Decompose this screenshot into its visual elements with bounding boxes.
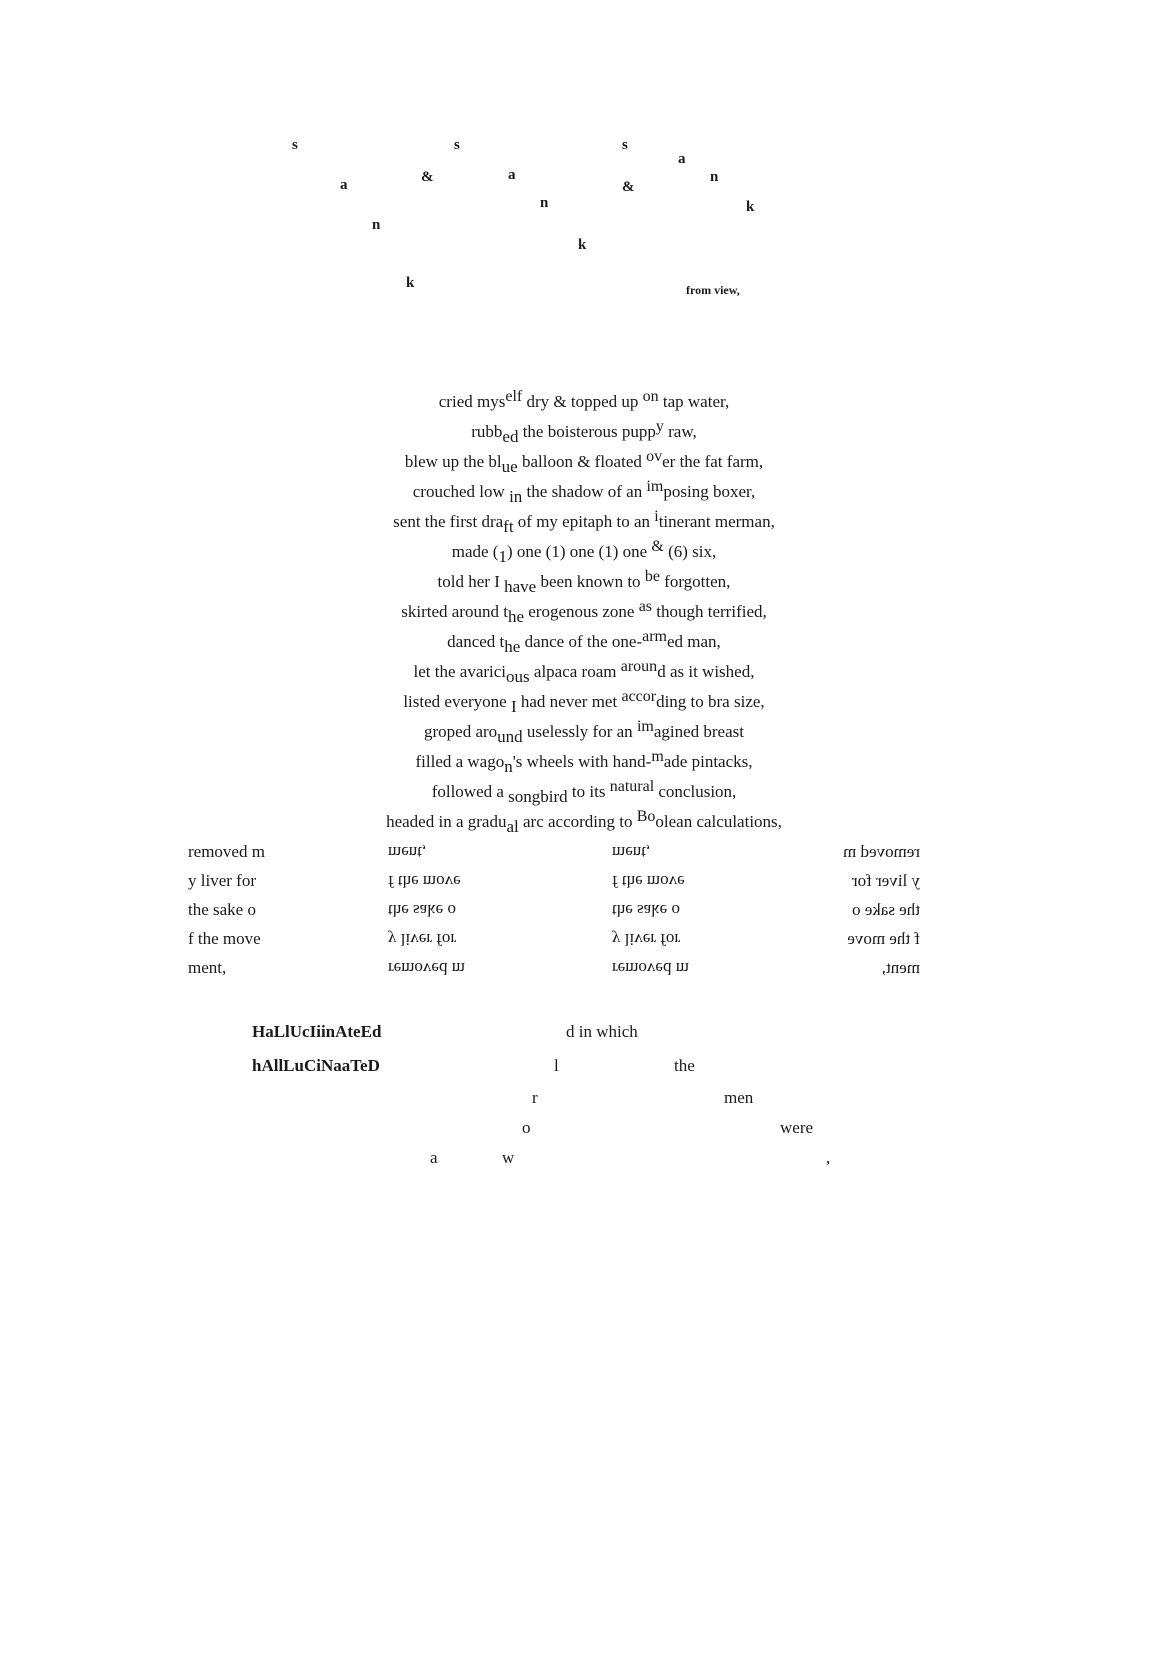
scatter-letter: s xyxy=(292,137,298,153)
poem-fragment: m xyxy=(651,748,664,765)
poem-line xyxy=(0,448,1168,477)
hallucinated-line-1: HaLlUcIiinAteEd xyxy=(252,1022,382,1041)
grid-cell-col2: y liver for xyxy=(388,930,456,949)
w-text: w xyxy=(502,1148,515,1167)
poem-fragment: raw, xyxy=(663,422,697,441)
poem-fragment: blew up the bl xyxy=(404,452,502,471)
were-text: were xyxy=(780,1118,814,1137)
scatter-letter: a xyxy=(340,177,348,193)
poem-fragment: of my epitaph to an xyxy=(513,512,655,531)
poem-fragment: olean calculations, xyxy=(655,812,782,831)
poem-fragment: had never met xyxy=(516,692,622,711)
poem-line xyxy=(0,748,1168,777)
poem-fragment: he xyxy=(507,607,524,626)
poem-fragment: arm xyxy=(642,628,667,645)
poem-fragment: to its xyxy=(567,782,610,801)
grid-cell-col2: f the move xyxy=(388,872,461,891)
poem-fragment: ov xyxy=(646,448,663,465)
poem-fragment: ed xyxy=(502,427,519,446)
poem-line xyxy=(0,778,1168,807)
grid-cell-col1: the sake o xyxy=(188,900,256,919)
poem-line xyxy=(0,388,1168,412)
poem-line xyxy=(0,418,1168,447)
poem-fragment: 1 xyxy=(498,547,507,566)
poem-fragment: balloon & floated xyxy=(517,452,647,471)
scatter-letter: & xyxy=(622,179,635,195)
poem-line xyxy=(0,808,1168,837)
poem-fragment: crouched low xyxy=(412,482,510,501)
poem-fragment: though terrified, xyxy=(652,602,767,621)
poem-line xyxy=(0,718,1168,747)
poem-fragment: cried mys xyxy=(438,392,506,411)
poem-fragment: let the avarici xyxy=(413,662,507,681)
poem-fragment: d as it wished, xyxy=(657,662,755,681)
poem-fragment: im xyxy=(636,718,654,735)
poem-fragment: as xyxy=(638,598,653,615)
poem-fragment: tap water, xyxy=(658,392,730,411)
poem-fragment: in xyxy=(509,487,523,506)
poem-fragment: forgotten, xyxy=(659,572,731,591)
poem-fragment: al xyxy=(506,817,519,836)
scatter-letter: k xyxy=(746,199,755,215)
poem-fragment: listed everyone xyxy=(403,692,511,711)
scatter-letter: n xyxy=(540,195,549,211)
poem-fragment: rubb xyxy=(471,422,503,441)
poem-fragment: aroun xyxy=(620,658,658,675)
poem-fragment: be xyxy=(644,568,660,585)
poem-fragment: skirted around t xyxy=(401,602,508,621)
poem-fragment: ue xyxy=(501,457,518,476)
poem-fragment: filled a wago xyxy=(415,752,505,771)
poem-fragment: told her I xyxy=(437,572,505,591)
poem-fragment: groped aro xyxy=(424,722,498,741)
scatter-letter: k xyxy=(406,275,415,291)
grid-cell-col3: removed m xyxy=(612,959,689,978)
poem-line xyxy=(0,538,1168,567)
poem-fragment: und xyxy=(497,727,523,746)
grid-cell-col4: removed m xyxy=(843,842,920,861)
from-view-text: from view, xyxy=(686,283,740,297)
poem-line xyxy=(0,598,1168,627)
poem-fragment: natural xyxy=(609,778,655,795)
poem-fragment: dance of the one- xyxy=(520,632,643,651)
grid-cell-col4: ment, xyxy=(881,958,920,977)
grid-cell-col3: y liver for xyxy=(612,930,680,949)
poem-fragment: ding to bra size, xyxy=(656,692,765,711)
grid-cell-col4: y liver for xyxy=(852,871,920,890)
poem-fragment: alpaca roam xyxy=(529,662,621,681)
the-text: the xyxy=(674,1056,695,1075)
scatter-letter: k xyxy=(578,237,587,253)
o-text: o xyxy=(522,1118,531,1137)
poem-fragment: im xyxy=(646,478,664,495)
poem-fragment: I xyxy=(510,697,517,716)
grid-cell-col2: removed m xyxy=(388,959,465,978)
poem-fragment: n xyxy=(504,757,513,776)
poem-fragment: posing boxer, xyxy=(663,482,756,501)
poem-line xyxy=(0,628,1168,657)
poem-fragment: elf xyxy=(505,388,523,405)
poem-line xyxy=(0,568,1168,597)
poem-line xyxy=(0,688,1168,717)
poem-fragment: ous xyxy=(506,667,530,686)
grid-cell-col4: the sake o xyxy=(852,900,920,919)
grid-cell-col1: ment, xyxy=(188,958,227,977)
grid-cell-col3: f the move xyxy=(612,872,685,891)
poem-fragment: i xyxy=(654,508,659,525)
grid-cell-col4: f the move xyxy=(847,929,920,948)
poem-fragment: er the fat farm, xyxy=(662,452,764,471)
poem-fragment: 's wheels with hand- xyxy=(512,752,652,771)
poem-fragment: tinerant merman, xyxy=(658,512,775,531)
poem-fragment: ) one (1) one (1) one xyxy=(506,542,652,561)
scatter-letter: a xyxy=(508,167,516,183)
poem-fragment: ft xyxy=(503,517,514,536)
poem-fragment: headed in a gradu xyxy=(386,812,507,831)
poem-fragment: sent the first dra xyxy=(393,512,504,531)
poem-fragment: y xyxy=(655,418,664,435)
poem-fragment: followed a xyxy=(431,782,509,801)
poem-line xyxy=(0,508,1168,537)
poem-fragment: the shadow of an xyxy=(522,482,647,501)
poem-fragment: ed man, xyxy=(666,632,721,651)
r-text: r xyxy=(532,1088,538,1107)
poem-fragment: & xyxy=(651,538,664,555)
poem-line xyxy=(0,658,1168,687)
poem-fragment: erogenous zone xyxy=(523,602,639,621)
grid-cell-col3: the sake o xyxy=(612,901,680,920)
scatter-letter: n xyxy=(372,217,381,233)
grid-cell-col2: ment, xyxy=(388,843,427,862)
scatter-letter: n xyxy=(710,169,719,185)
poem-fragment: on xyxy=(642,388,659,405)
poem-fragment: uselessly for an xyxy=(522,722,637,741)
scatter-letter: & xyxy=(421,169,434,185)
poem-fragment: have xyxy=(504,577,537,596)
grid-cell-col1: f the move xyxy=(188,929,261,948)
poem-fragment: agined breast xyxy=(653,722,744,741)
comma-text: , xyxy=(826,1148,831,1167)
poem-fragment: he xyxy=(504,637,521,656)
poem-fragment: ade pintacks, xyxy=(663,752,753,771)
grid-cell-col1: removed m xyxy=(188,842,265,861)
l-text: l xyxy=(554,1056,559,1075)
grid-cell-col3: ment, xyxy=(612,843,651,862)
scatter-letter: s xyxy=(454,137,460,153)
din-which-text: d in which xyxy=(566,1022,638,1041)
hallucinated-line-2: hAllLuCiNaaTeD xyxy=(252,1056,380,1075)
poem-fragment: made ( xyxy=(451,542,499,561)
poem-fragment: the boisterous pupp xyxy=(518,422,656,441)
grid-cell-col1: y liver for xyxy=(188,871,256,890)
grid-cell-col2: the sake o xyxy=(388,901,456,920)
poem-fragment: dry & topped up xyxy=(522,392,643,411)
scatter-letter: s xyxy=(622,137,628,153)
poem-fragment: songbird xyxy=(508,787,568,806)
poem-line xyxy=(0,478,1168,507)
poem-fragment: danced t xyxy=(447,632,505,651)
poem-fragment: conclusion, xyxy=(654,782,737,801)
men-text: men xyxy=(724,1088,754,1107)
a-text: a xyxy=(430,1148,438,1167)
poem-fragment: Bo xyxy=(636,808,656,825)
poem-fragment: (6) six, xyxy=(663,542,717,561)
poem-fragment: arc according to xyxy=(518,812,637,831)
scatter-letter: a xyxy=(678,151,686,167)
poem-fragment: accor xyxy=(621,688,657,705)
poem-fragment: been known to xyxy=(536,572,645,591)
